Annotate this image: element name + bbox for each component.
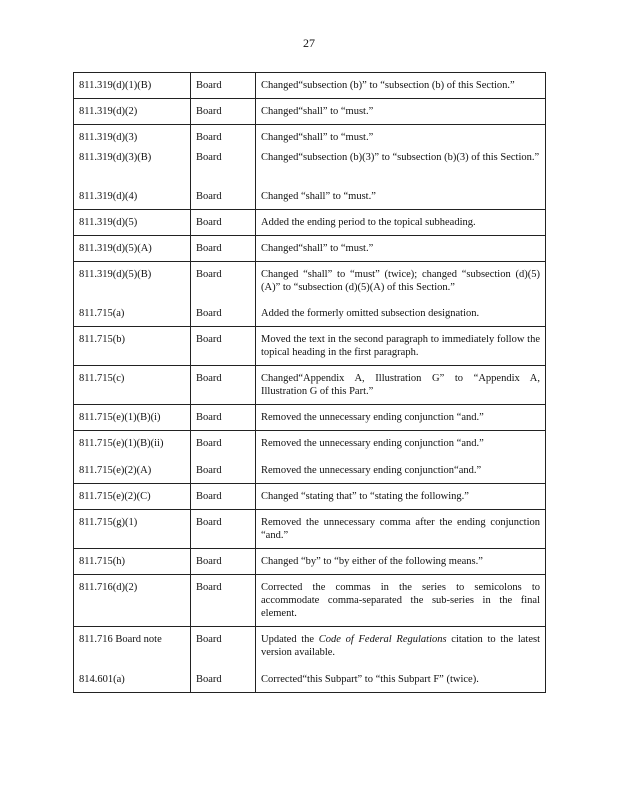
actor-cell: Board — [191, 510, 256, 549]
change-cell: Moved the text in the second paragraph to immediately follow the topical heading in the first paragraph. — [256, 327, 546, 366]
section-cell: 811.715(e)(1)(B)(ii) 811.715(e)(2)(A) — [74, 431, 191, 484]
change-cell: Changed “shall” to “must” (twice); changed “subsection (d)(5)(A)” to “subsection (d)(5)(A) of this Section.” Added the formerly omitted subsection designation. — [256, 262, 546, 327]
section-cell: 811.319(d)(5)(B) 811.715(a) — [74, 262, 191, 327]
section-cell: 811.715(g)(1) — [74, 510, 191, 549]
change-cell: Removed the unnecessary ending conjunction “and.” — [256, 405, 546, 431]
cfr-citation-italic: Code of Federal Regulations — [318, 634, 447, 645]
table-row — [74, 73, 546, 99]
table-row — [74, 405, 546, 431]
section-cell: 811.319(d)(1)(B) — [74, 73, 191, 99]
table-row — [74, 327, 546, 366]
table-row — [74, 262, 546, 327]
change-cell: Removed the unnecessary comma after the ending conjunction “and.” — [256, 510, 546, 549]
section-cell: 811.715(e)(2)(C) — [74, 484, 191, 510]
section-cell: 811.319(d)(2) — [74, 99, 191, 125]
change-cell: Corrected the commas in the series to semicolons to accommodate comma-separated the sub-series in the final element. — [256, 575, 546, 627]
section-cell: 811.715(h) — [74, 549, 191, 575]
table-row — [74, 99, 546, 125]
change-cell: Changed “by” to “by either of the following means.” — [256, 549, 546, 575]
change-cell: Changed“shall” to “must.” — [256, 99, 546, 125]
change-cell: Updated the Code of Federal Regulations citation to the latest version available. Corrected“this Subpart” to “this Subpart F” (twice). — [256, 627, 546, 693]
actor-cell: Board — [191, 549, 256, 575]
actor-cell: Board Board — [191, 627, 256, 693]
table-row — [74, 549, 546, 575]
actor-cell: Board — [191, 236, 256, 262]
table-row — [74, 125, 546, 210]
actor-cell: Board — [191, 99, 256, 125]
table-row — [74, 484, 546, 510]
actor-cell: Board Board — [191, 431, 256, 484]
change-cell: Changed“Appendix A, Illustration G” to “Appendix A, Illustration G of this Part.” — [256, 366, 546, 405]
actor-cell: Board Board — [191, 262, 256, 327]
change-cell: Added the ending period to the topical subheading. — [256, 210, 546, 236]
section-cell: 811.715(c) — [74, 366, 191, 405]
table-row — [74, 236, 546, 262]
table-row — [74, 627, 546, 693]
change-cell: Changed“shall” to “must.” — [256, 236, 546, 262]
section-cell: 811.716 Board note 814.601(a) — [74, 627, 191, 693]
table-row — [74, 210, 546, 236]
section-cell: 811.319(d)(5) — [74, 210, 191, 236]
actor-cell: Board — [191, 484, 256, 510]
actor-cell: Board — [191, 327, 256, 366]
actor-cell: Board — [191, 73, 256, 99]
table-row — [74, 431, 546, 484]
change-cell: Changed “stating that” to “stating the following.” — [256, 484, 546, 510]
change-cell: Changed“shall” to “must.” Changed“subsection (b)(3)” to “subsection (b)(3) of this Section.” Changed “shall” to “must.” — [256, 125, 546, 210]
section-cell: 811.319(d)(5)(A) — [74, 236, 191, 262]
actor-cell: Board — [191, 405, 256, 431]
section-cell: 811.715(b) — [74, 327, 191, 366]
section-cell: 811.716(d)(2) — [74, 575, 191, 627]
actor-cell: Board — [191, 210, 256, 236]
actor-cell: Board — [191, 366, 256, 405]
change-cell: Changed“subsection (b)” to “subsection (b) of this Section.” — [256, 73, 546, 99]
actor-cell: Board — [191, 575, 256, 627]
table-row — [74, 575, 546, 627]
change-cell: Removed the unnecessary ending conjunction “and.” Removed the unnecessary ending conjunction“and.” — [256, 431, 546, 484]
changes-table — [73, 72, 546, 693]
table-row — [74, 510, 546, 549]
table-row — [74, 366, 546, 405]
section-cell: 811.715(e)(1)(B)(i) — [74, 405, 191, 431]
page-number: 27 — [303, 36, 315, 50]
section-cell: 811.319(d)(3) 811.319(d)(3)(B) 811.319(d)(4) — [74, 125, 191, 210]
actor-cell: Board Board Board — [191, 125, 256, 210]
